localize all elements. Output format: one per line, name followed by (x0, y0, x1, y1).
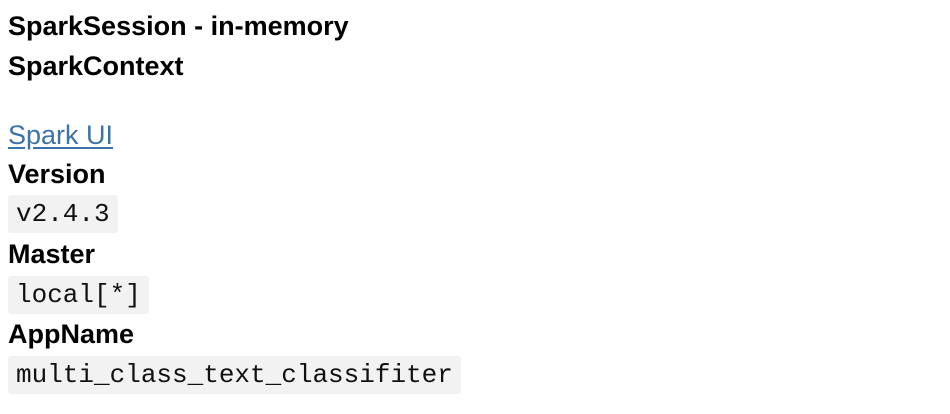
version-value: v2.4.3 (8, 195, 118, 233)
version-label: Version (8, 159, 106, 189)
context-title: SparkContext (8, 51, 184, 81)
master-label: Master (8, 239, 96, 269)
master-value: local[*] (8, 276, 149, 314)
session-title: SparkSession - in-memory (8, 11, 349, 41)
appname-label: AppName (8, 319, 135, 349)
appname-value: multi_class_text_classifiter (8, 356, 461, 394)
spark-ui-link[interactable]: Spark UI (8, 120, 114, 150)
